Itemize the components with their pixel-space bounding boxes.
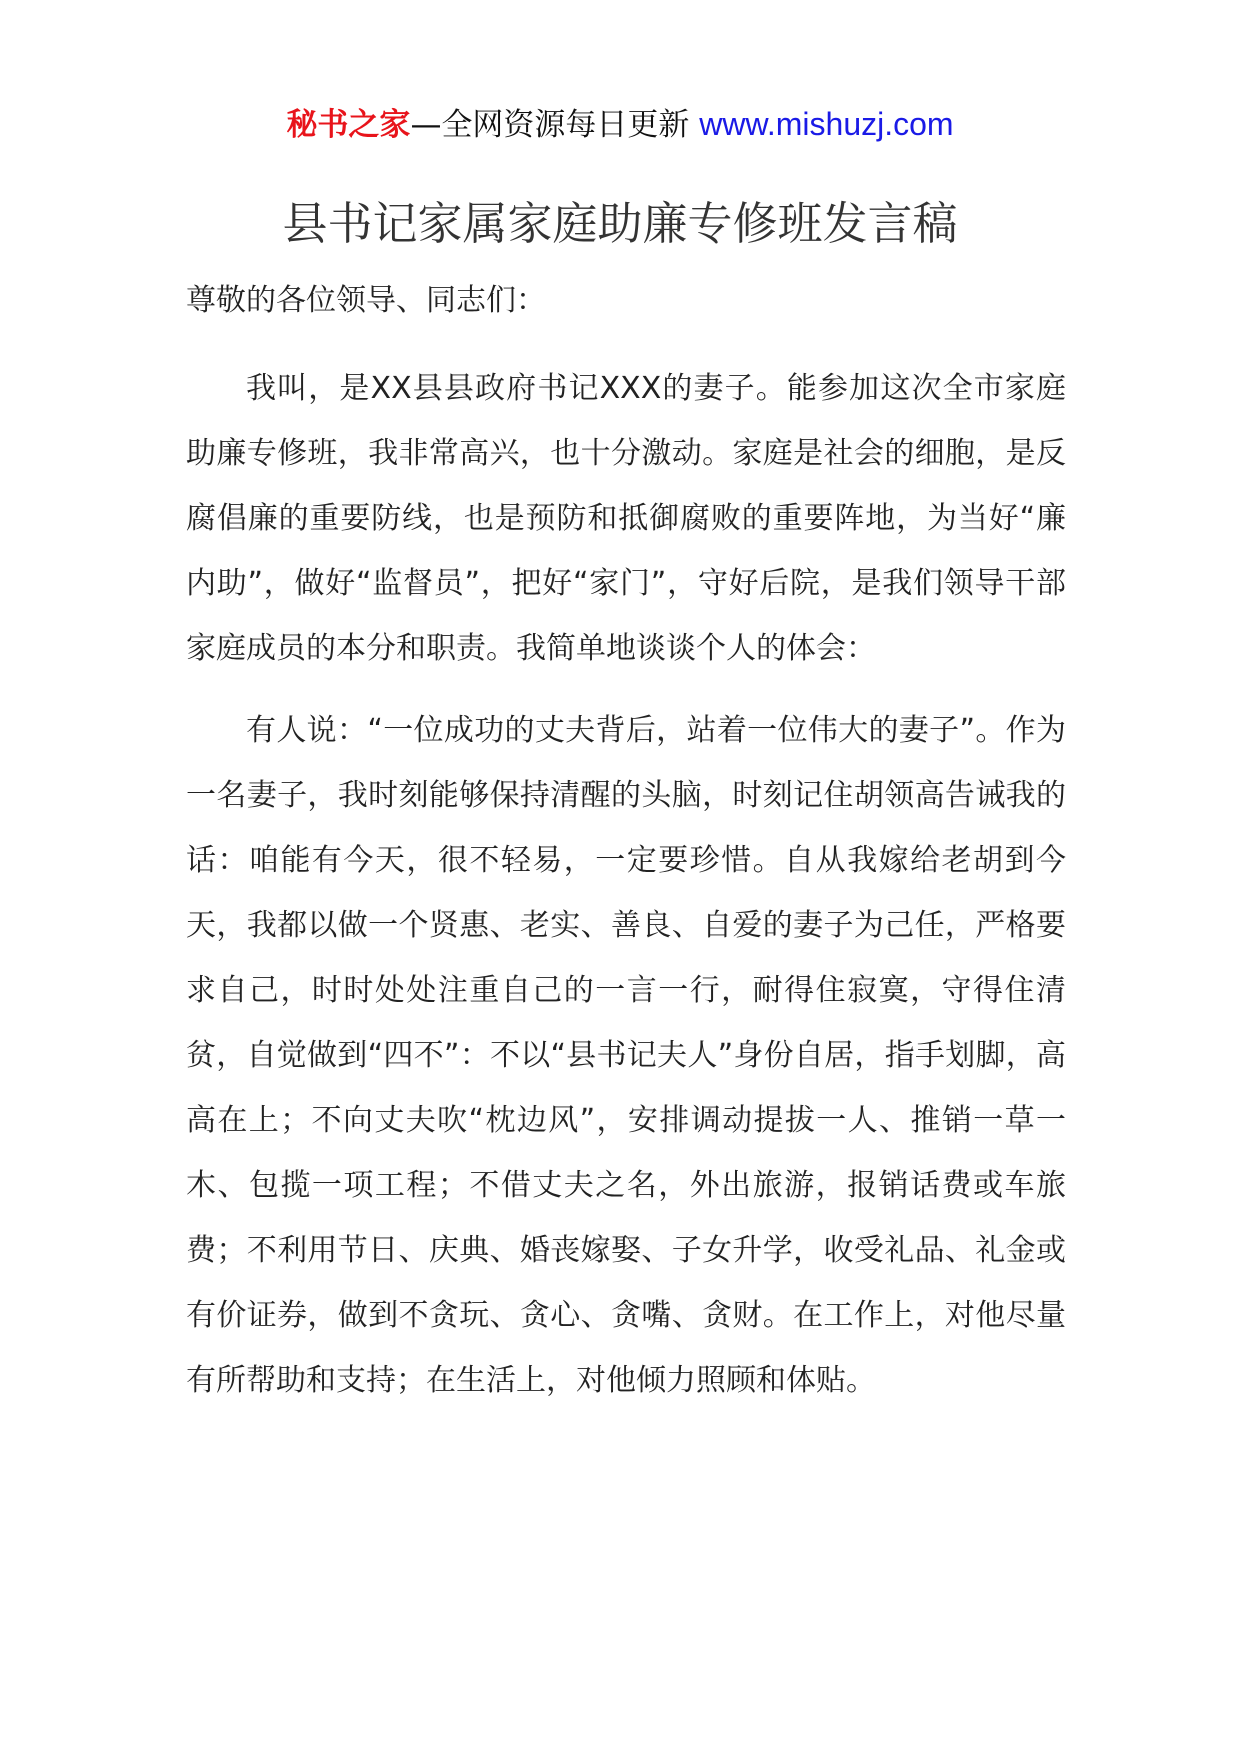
site-tagline: —全网资源每日更新 [410, 107, 690, 143]
site-brand: 秘书之家 [286, 107, 411, 143]
body-paragraph-1: 我叫，是XX县县政府书记XXX的妻子。能参加这次全市家庭助廉专修班，我非常高兴，也十分激动。家庭是社会的细胞，是反腐倡廉的重要防线，也是预防和抵御腐败的重要阵地，为当好“廉内助”，做好“监督员”，把好“家门”，守好后院，是我们领导干部家庭成员的本分和职责。我简单地谈谈个人的体会： [186, 371, 1066, 666]
salutation: 尊敬的各位领导、同志们： [186, 283, 546, 318]
document-body [186, 276, 1066, 1413]
site-url-link[interactable]: www.mishuzj.com [699, 106, 954, 142]
site-header [0, 100, 1240, 149]
body-paragraph-2: 有人说：“一位成功的丈夫背后，站着一位伟大的妻子”。作为一名妻子，我时刻能够保持清醒的头脑，时刻记住胡领高告诫我的话：咱能有今天，很不轻易，一定要珍惜。自从我嫁给老胡到今天，我都以做一个贤惠、老实、善良、自爱的妻子为己任，严格要求自己，时时处处注重自己的一言一行，耐得住寂寞，守得住清贫，自觉做到“四不”：不以“县书记夫人”身份自居，指手划脚，高高在上；不向丈夫吹“枕边风”，安排调动提拔一人、推销一草一木、包揽一项工程；不借丈夫之名，外出旅游，报销话费或车旅费；不利用节日、庆典、婚丧嫁娶、子女升学，收受礼品、礼金或有价证券，做到不贪玩、贪心、贪嘴、贪财。在工作上，对他尽量有所帮助和支持；在生活上，对他倾力照顾和体贴。 [186, 713, 1066, 1398]
document-title: 县书记家属家庭助廉专修班发言稿 [282, 197, 958, 250]
